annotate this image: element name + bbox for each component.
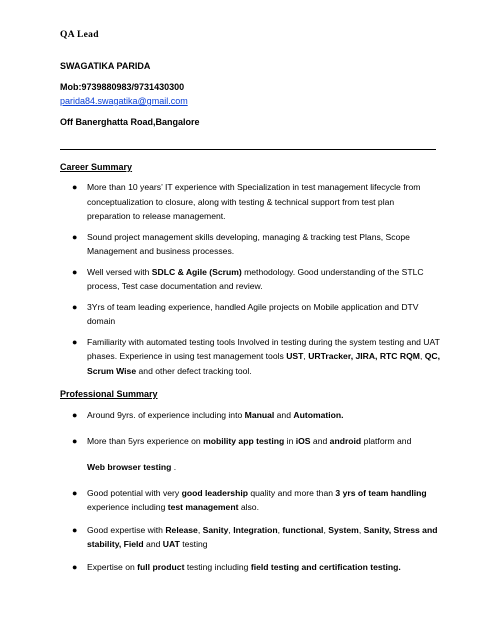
bullet-icon: ●	[72, 487, 78, 498]
bullet-icon: ●	[72, 561, 78, 572]
list-item: ● Well versed with SDLC & Agile (Scrum) methodology. Good understanding of the STLC process, Test case documentation and review.	[72, 266, 424, 291]
bullet-icon: ●	[72, 524, 78, 535]
list-item: ● Familiarity with automated testing tools Involved in testing during the system testing and UAT phases. Experience in using test management tools UST, URTracker, JIRA, RTC RQM, QC, Scrum Wise and other defect tracking tool.	[72, 336, 440, 376]
list-item: ● Good potential with very good leadership quality and more than 3 yrs of team handling experience including test management also.	[72, 487, 427, 512]
bullet-icon: ●	[72, 336, 78, 347]
bullet-icon: ●	[72, 301, 78, 312]
professional-summary-title: Professional Summary	[60, 389, 158, 399]
list-item: ● Good expertise with Release, Sanity, Integration, functional, System, Sanity, Stress and stability, Field and UAT testing	[72, 524, 438, 549]
header-divider	[60, 149, 436, 150]
bullet-icon: ●	[72, 182, 78, 192]
role-title: QA Lead	[60, 30, 99, 40]
list-item: ● Expertise on full product testing including field testing and certification testing.	[60, 560, 440, 575]
professional-summary-list	[60, 408, 440, 574]
list-item: ● 3Yrs of team leading experience, handled Agile projects on Mobile application and DTV domain	[72, 301, 419, 326]
list-item: ● Around 9yrs. of experience including into Manual and Automation.	[60, 408, 440, 423]
mobile-number: Mob:9739880983/9731430300	[60, 82, 185, 92]
list-item: ● More than 5yrs experience on mobility app testing in iOS and android platform and	[60, 434, 440, 449]
list-item: ● More than 10 years’ IT experience with Specialization in test management lifecycle from conceptualization to closure, along with testing & technical support from test plan preparation to release management.	[72, 182, 421, 221]
address: Off Banerghatta Road,Bangalore	[60, 117, 200, 127]
bullet-icon: ●	[72, 410, 78, 420]
bullet-icon: ●	[72, 266, 78, 277]
bullet-icon: ●	[72, 231, 78, 242]
list-item: ● Sound project management skills developing, managing & tracking test Plans, Scope Management and business processes.	[72, 231, 410, 256]
bullet-icon: ●	[72, 435, 78, 446]
list-item-continuation: Web browser testing .	[87, 462, 177, 472]
career-summary-list	[60, 180, 440, 378]
candidate-name: SWAGATIKA PARIDA	[60, 61, 151, 71]
career-summary-title: Career Summary	[60, 162, 133, 172]
email-link[interactable]: parida84.swagatika@gmail.com	[60, 96, 188, 106]
